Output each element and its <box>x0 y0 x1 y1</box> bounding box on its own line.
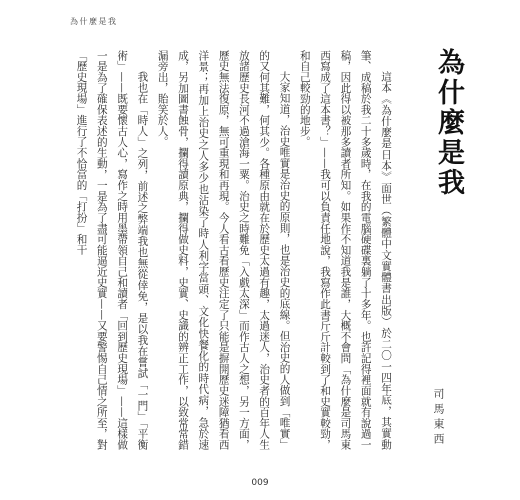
paragraph-2: 大家知道，治史唯實是治史的原則，也是治史的底線。但治史的人做到「唯實」的又何其難，何其少。各種原由就在於歷史太過有趣，太過迷人，治史者的百年人生放諸歷史長河不過滄海一粟。治史之時難免「入戲太深」而作古人之想，另一方面，歷史無法復原，無可重現和再現。今人看古看歷史注定了只能是摒開歷史迷障猶看西洋景；再加上治史之人多少也沾染了時人利字當頭、文化快餐化的時代病，急於速成，另加圖書蝕骨，攔得讀原典，攔得做史料，史實、史識的辨正工作，以致常常錯漏旁出，貽笑於人。 <box>156 50 291 450</box>
paragraph-1: 這本《為什麼是日本》面世（繁體中文實體書出版）於二〇一四年底，其實動筆、成稿於我二十多歲時，在我的電腦硬碟裏躺了十多年。也許記得裡面就有說過一稿，因此得以被那多讀者所知。如果作不知道我是誰，大概不會問「為什麼是司馬東西寫成了這本書？」——我可以負責任地說，我寫作此書斤斤計較到了和史實較勁，和自己較勁的地步。 <box>298 50 392 450</box>
body-text <box>75 50 396 450</box>
page-number: 009 <box>251 478 269 488</box>
chapter-title: 為什麼是我 <box>433 48 464 198</box>
author-name: 司馬東西 <box>432 388 445 448</box>
running-head: 為什麼是我 <box>70 17 118 26</box>
paragraph-3: 我也在「時人」之列，前述之弊端我也無從倖免，是以我在嘗試「一門」「平衡術」——既要懷古人心，寫作之時用墨帶領自己和讀者「回到歷史現場」——這樣做一是為了確保表述的生動，一是為了盡可能逼近史實——又要警惕自己情之所至，對「歷史現場」進行了不恰當的「打扮」和干 <box>75 50 149 450</box>
